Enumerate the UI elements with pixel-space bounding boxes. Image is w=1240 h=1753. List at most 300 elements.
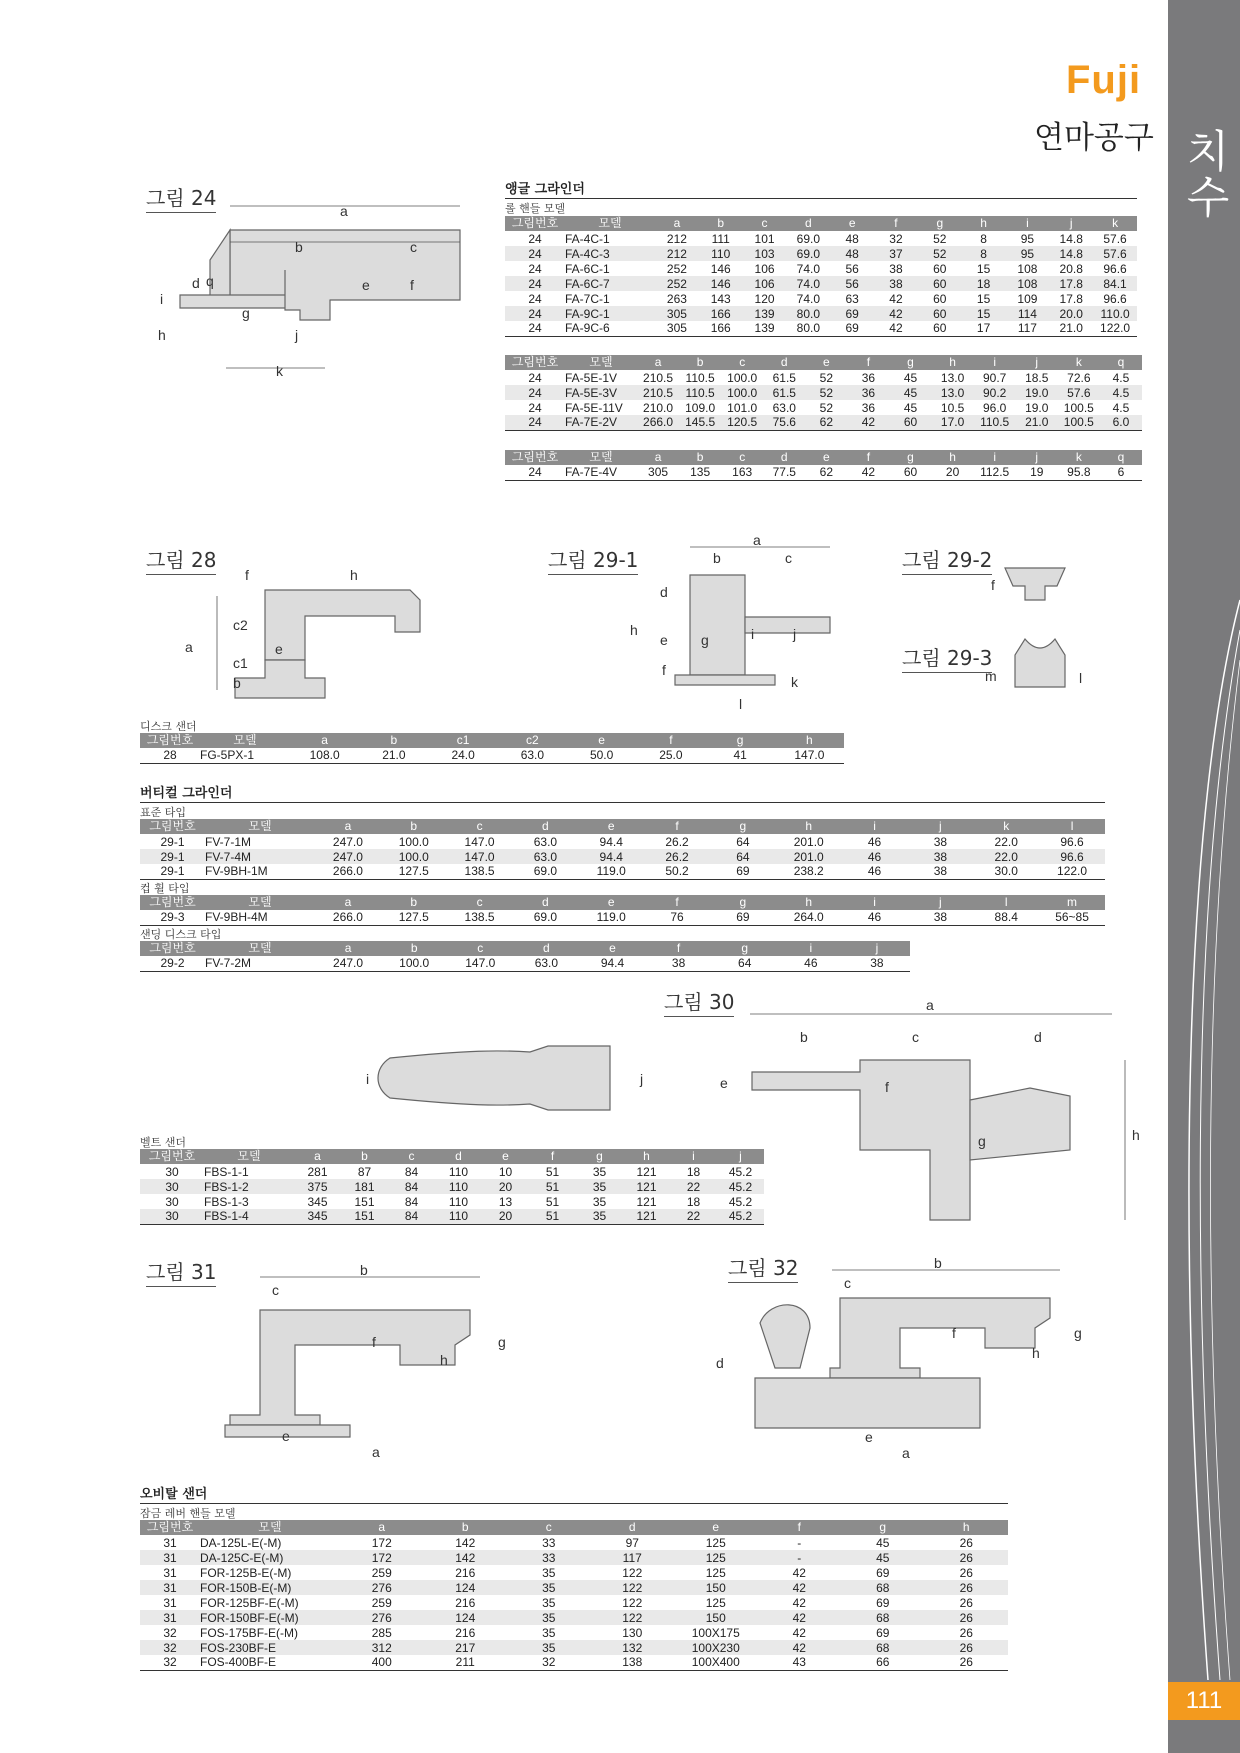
table-cell: 74.0: [796, 261, 821, 276]
column-header: g: [710, 895, 776, 910]
table-cell: 108.0: [290, 748, 359, 763]
column-header: d: [763, 450, 805, 465]
table-cell: 210.5: [637, 385, 679, 400]
table-cell: 52: [933, 231, 947, 246]
svg-text:b: b: [360, 1262, 368, 1278]
table-cell: 20.8: [1059, 261, 1083, 276]
table-cell: 252: [655, 276, 699, 291]
table-cell: 31: [140, 1550, 200, 1565]
svg-text:g: g: [242, 305, 250, 321]
table-cell: 63.0: [513, 956, 579, 971]
svg-text:c: c: [844, 1275, 851, 1291]
table-cell: 201.0: [793, 834, 824, 849]
table-cell: 35: [592, 1194, 607, 1209]
column-header: 모델: [204, 1149, 294, 1164]
column-header: j: [1016, 355, 1058, 370]
table-cell: 30: [140, 1209, 204, 1224]
table-cell: 42: [758, 1580, 842, 1595]
table-cell: 61.5: [772, 370, 796, 385]
table-cell: 143: [710, 291, 731, 306]
column-header: h: [776, 895, 842, 910]
table-cell: FV-7-4M: [205, 849, 315, 864]
svg-text:e: e: [275, 641, 283, 657]
table-cell: 45: [889, 385, 931, 400]
vertical-sand-sub: 샌딩 디스크 타입: [140, 928, 222, 941]
table-cell: 69: [876, 1565, 890, 1580]
table-cell: 96.6: [1103, 291, 1127, 306]
table-cell: FV-7-1M: [205, 834, 252, 849]
table-cell: 35: [542, 1625, 556, 1640]
table-cell: 122: [591, 1580, 675, 1595]
svg-text:c: c: [272, 1282, 279, 1298]
column-header: k: [1058, 355, 1100, 370]
table-cell: 45: [903, 400, 918, 415]
table-cell: 110: [435, 1209, 482, 1224]
svg-text:a: a: [185, 639, 193, 655]
table-cell: 24: [528, 370, 542, 385]
column-header: j: [717, 1149, 764, 1164]
vertical-cup-sub: 컵 휠 타입: [140, 882, 190, 895]
table-cell: 36: [847, 385, 889, 400]
table-cell: 29-3: [140, 910, 205, 925]
figure-24-label: 그림 24: [146, 186, 216, 213]
svg-text:a: a: [926, 997, 934, 1013]
table-row: [140, 1610, 1008, 1625]
table-cell: 96.6: [1103, 261, 1127, 276]
table-cell: 100X400: [674, 1655, 758, 1670]
table-cell: 62: [805, 415, 847, 430]
table-cell: 247.0: [315, 956, 381, 971]
figure-31-label: 그림 31: [146, 1260, 216, 1287]
svg-text:l: l: [1079, 670, 1083, 686]
column-header: a: [637, 450, 679, 465]
table-cell: 172: [340, 1550, 424, 1565]
angle-table-1: [505, 216, 1137, 337]
table-cell: FA-6C-1: [565, 261, 610, 276]
table-cell: 150: [674, 1580, 758, 1595]
table-cell: 96.6: [1060, 834, 1084, 849]
column-header: d: [763, 355, 805, 370]
svg-text:j: j: [295, 327, 299, 343]
column-header: d: [435, 1149, 482, 1164]
table-cell: 51: [529, 1179, 576, 1194]
table-cell: 139: [743, 321, 787, 336]
column-header: g: [889, 450, 931, 465]
column-header: i: [974, 355, 1016, 370]
table-cell: 63.0: [772, 400, 796, 415]
svg-text:e: e: [720, 1075, 728, 1091]
orbital-rule: [140, 1503, 1008, 1504]
column-header: f: [758, 1520, 842, 1535]
table-cell: 22: [670, 1179, 717, 1194]
table-cell: 6.0: [1100, 415, 1142, 430]
table-cell: 18.5: [1025, 370, 1049, 385]
table-cell: 24: [528, 400, 542, 415]
column-header: 모델: [200, 1520, 340, 1535]
table-cell: 13: [498, 1194, 513, 1209]
svg-text:h: h: [350, 567, 358, 583]
column-header: c: [721, 355, 763, 370]
table-cell: 4.5: [1112, 370, 1130, 385]
table-cell: 95: [1006, 246, 1050, 261]
table-cell: 110.5: [685, 370, 715, 385]
table-cell: 26.2: [644, 849, 710, 864]
svg-text:k: k: [276, 363, 283, 379]
column-header: a: [340, 1520, 424, 1535]
svg-text:j: j: [793, 626, 797, 642]
vertical-section-title: 버티컬 그라인더: [140, 786, 233, 801]
page-number: 111: [1168, 1682, 1240, 1720]
table-cell: 64: [710, 849, 776, 864]
svg-text:a: a: [902, 1445, 910, 1461]
svg-text:d: d: [1034, 1029, 1042, 1045]
table-cell: 84: [404, 1164, 419, 1179]
table-cell: 127.5: [381, 864, 447, 879]
table-cell: 125: [705, 1565, 726, 1580]
table-cell: 201.0: [776, 849, 842, 864]
table-cell: FA-7C-1: [565, 291, 610, 306]
table-cell: 24.0: [429, 748, 498, 763]
table-cell: 24: [505, 306, 565, 321]
table-cell: 80.0: [786, 321, 830, 336]
table-cell: 15: [962, 306, 1006, 321]
table-cell: 48: [845, 231, 859, 246]
table-cell: 111: [711, 231, 730, 246]
table-cell: 276: [340, 1610, 424, 1625]
table-cell: 181: [341, 1179, 388, 1194]
table-cell: 64: [712, 956, 778, 971]
table-cell: 172: [371, 1535, 392, 1550]
angle-sub: 롤 핸들 모델: [505, 202, 566, 215]
table-cell: 52: [805, 385, 847, 400]
column-header: 모델: [200, 733, 290, 748]
column-header: e: [805, 450, 847, 465]
column-header: h: [962, 216, 1006, 231]
table-cell: 95.8: [1058, 465, 1100, 480]
column-header: 그림번호: [505, 216, 565, 231]
table-cell: 96.6: [1039, 849, 1105, 864]
table-cell: 210.0: [643, 400, 674, 415]
table-cell: 305: [637, 465, 679, 480]
table-cell: 42: [792, 1625, 806, 1640]
table-cell: 266.0: [637, 415, 679, 430]
disc-table: [140, 733, 844, 764]
table-cell: 45.2: [717, 1179, 764, 1194]
table-cell: 110.0: [1093, 306, 1137, 321]
column-header: e: [578, 819, 644, 834]
svg-text:e: e: [362, 277, 370, 293]
table-cell: 20: [482, 1209, 529, 1224]
figure-29-2-drawing: [985, 550, 1085, 610]
table-cell: 103: [743, 246, 787, 261]
table-row: [140, 864, 1105, 879]
table-cell: DA-125L-E(-M): [200, 1535, 282, 1550]
table-cell: 122: [591, 1610, 675, 1625]
table-cell: 69: [710, 910, 776, 925]
figure-31-drawing: [200, 1262, 520, 1465]
table-cell: 26: [959, 1595, 973, 1610]
table-row: [505, 321, 1137, 336]
table-cell: 45.2: [728, 1164, 753, 1179]
table-cell: 46: [842, 864, 908, 879]
table-cell: 264.0: [776, 910, 842, 925]
column-header: f: [874, 216, 918, 231]
column-header: b: [424, 1520, 508, 1535]
figure-28-label: 그림 28: [146, 548, 216, 575]
table-row: [505, 370, 1142, 385]
table-row: [505, 465, 1142, 480]
table-cell: 20: [932, 465, 974, 480]
vertical-cup-table: [140, 895, 1105, 926]
table-cell: 122.0: [1093, 321, 1137, 336]
table-cell: 90.7: [982, 370, 1007, 385]
table-cell: 29-1: [140, 849, 205, 864]
table-row: [505, 246, 1137, 261]
table-cell: 42: [874, 306, 918, 321]
svg-text:b: b: [800, 1029, 808, 1045]
table-cell: 43: [758, 1655, 842, 1670]
table-cell: 121: [623, 1209, 670, 1224]
svg-text:h: h: [1032, 1345, 1040, 1361]
table-cell: 120: [754, 291, 775, 306]
table-row: [140, 1655, 1008, 1670]
table-cell: 96.0: [982, 400, 1007, 415]
table-cell: 110: [435, 1179, 482, 1194]
table-cell: 60: [933, 261, 947, 276]
svg-text:f: f: [245, 567, 249, 583]
column-header: f: [644, 819, 710, 834]
table-cell: FBS-1-1: [204, 1164, 249, 1179]
table-row: [140, 910, 1105, 925]
table-cell: 45: [876, 1535, 890, 1550]
svg-text:e: e: [282, 1428, 290, 1444]
column-header: 그림번호: [140, 895, 205, 910]
column-header: g: [918, 216, 962, 231]
table-cell: FA-6C-7: [565, 276, 655, 291]
table-cell: 45.2: [717, 1209, 764, 1224]
column-header: c: [507, 1520, 591, 1535]
table-cell: 68: [841, 1610, 925, 1625]
angle-table-3: [505, 450, 1142, 481]
table-cell: 20: [482, 1179, 529, 1194]
table-row: [505, 306, 1137, 321]
table-cell: 87: [357, 1164, 372, 1179]
table-cell: 24: [505, 321, 565, 336]
table-cell: 10.5: [940, 400, 965, 415]
table-cell: 285: [371, 1625, 392, 1640]
column-header: d: [512, 819, 578, 834]
table-cell: 35: [507, 1610, 591, 1625]
table-cell: 127.5: [381, 910, 447, 925]
table-row: [140, 1209, 764, 1224]
column-header: k: [1058, 450, 1100, 465]
column-header: e: [579, 941, 645, 956]
table-cell: 24: [505, 415, 565, 430]
table-cell: 100.5: [1063, 400, 1094, 415]
table-cell: 68: [841, 1580, 925, 1595]
column-header: b: [679, 450, 721, 465]
table-cell: 147.0: [464, 834, 495, 849]
column-header: 모델: [205, 941, 315, 956]
table-cell: 46: [867, 834, 882, 849]
column-header: g: [712, 941, 778, 956]
table-cell: 375: [294, 1179, 341, 1194]
svg-text:b: b: [233, 675, 241, 691]
table-cell: 15: [976, 261, 991, 276]
svg-text:f: f: [991, 577, 995, 593]
table-cell: 266.0: [315, 864, 381, 879]
table-row: [140, 956, 910, 971]
table-cell: 259: [371, 1595, 392, 1610]
orbital-section-title: 오비탈 샌더: [140, 1487, 208, 1502]
table-cell: FOR-150BF-E(-M): [200, 1610, 340, 1625]
svg-text:a: a: [372, 1444, 380, 1460]
table-cell: FA-5E-3V: [565, 385, 637, 400]
table-cell: 312: [340, 1640, 424, 1655]
table-cell: 35: [542, 1565, 556, 1580]
column-header: 그림번호: [140, 1149, 204, 1164]
column-header: b: [381, 895, 447, 910]
table-cell: 135: [679, 465, 721, 480]
column-header: f: [646, 941, 712, 956]
table-cell: FG-5PX-1: [200, 748, 290, 763]
table-cell: 32: [140, 1640, 200, 1655]
table-cell: 305: [655, 306, 699, 321]
table-cell: 38: [889, 261, 903, 276]
table-cell: 46: [778, 956, 844, 971]
table-cell: 36: [861, 400, 876, 415]
table-cell: 125: [674, 1550, 758, 1565]
vertical-sand-table: [140, 941, 910, 972]
table-cell: 75.6: [763, 415, 805, 430]
table-cell: 48: [830, 246, 874, 261]
table-cell: 33: [542, 1535, 556, 1550]
table-cell: 42: [792, 1565, 806, 1580]
table-cell: 50.2: [644, 864, 710, 879]
table-cell: 108: [1006, 276, 1050, 291]
table-cell: 24: [505, 246, 565, 261]
table-row: [140, 849, 1105, 864]
belt-sub: 벨트 샌더: [140, 1136, 187, 1149]
svg-text:e: e: [660, 632, 668, 648]
table-cell: FBS-1-2: [204, 1179, 294, 1194]
svg-text:b: b: [295, 239, 303, 255]
table-cell: 38: [907, 849, 973, 864]
table-cell: 63: [845, 291, 859, 306]
table-cell: 121: [636, 1164, 657, 1179]
column-header: c2: [498, 733, 567, 748]
table-cell: 38: [907, 910, 973, 925]
table-cell: FA-9C-6: [565, 321, 655, 336]
column-header: c: [388, 1149, 435, 1164]
table-cell: 31: [163, 1565, 177, 1580]
angle-section-title: 앵글 그라인더: [505, 182, 585, 197]
svg-text:c: c: [410, 239, 417, 255]
table-cell: 26: [925, 1640, 1009, 1655]
table-cell: 32: [163, 1625, 177, 1640]
table-row: [505, 261, 1137, 276]
table-cell: 60: [918, 306, 962, 321]
table-cell: 217: [424, 1640, 508, 1655]
table-cell: 94.4: [579, 956, 645, 971]
table-cell: 121: [636, 1194, 657, 1209]
table-cell: 109: [1017, 291, 1038, 306]
table-cell: 100.5: [1058, 415, 1100, 430]
column-header: c1: [429, 733, 498, 748]
table-cell: 17.8: [1049, 276, 1093, 291]
column-header: a: [655, 216, 699, 231]
table-cell: 32: [507, 1655, 591, 1670]
column-header: l: [1039, 819, 1105, 834]
table-cell: 45: [841, 1550, 925, 1565]
table-cell: 29-1: [140, 864, 205, 879]
column-header: a: [290, 733, 359, 748]
table-cell: 63.0: [533, 834, 558, 849]
svg-text:f: f: [662, 662, 666, 678]
column-header: i: [1006, 216, 1050, 231]
table-cell: 100.0: [398, 834, 429, 849]
table-cell: 69.0: [786, 246, 830, 261]
column-header: f: [847, 355, 889, 370]
column-header: 그림번호: [505, 450, 565, 465]
table-cell: 24: [505, 385, 565, 400]
column-header: g: [576, 1149, 623, 1164]
column-header: j: [907, 819, 973, 834]
table-cell: 238.2: [776, 864, 842, 879]
table-row: [140, 1194, 764, 1209]
svg-text:h: h: [630, 622, 638, 638]
table-cell: 17.8: [1059, 291, 1083, 306]
column-header: 그림번호: [505, 355, 565, 370]
column-header: h: [775, 733, 844, 748]
table-cell: 32: [140, 1655, 200, 1670]
column-header: 모델: [565, 450, 637, 465]
svg-text:m: m: [985, 668, 997, 684]
table-cell: 216: [455, 1625, 476, 1640]
table-cell: 94.4: [599, 834, 623, 849]
vertical-std-table: [140, 819, 1105, 880]
table-cell: 345: [307, 1194, 328, 1209]
table-cell: 166: [699, 306, 743, 321]
table-cell: 21.0: [359, 748, 428, 763]
table-cell: 122: [622, 1565, 643, 1580]
table-cell: 100X230: [674, 1640, 758, 1655]
table-cell: 69: [830, 306, 874, 321]
table-cell: 74.0: [786, 276, 830, 291]
table-cell: 13.0: [940, 370, 965, 385]
svg-text:c2: c2: [233, 617, 248, 633]
table-cell: 24: [528, 231, 542, 246]
table-row: [140, 1565, 1008, 1580]
angle-table-2: [505, 355, 1142, 431]
table-cell: 51: [545, 1194, 560, 1209]
table-cell: 42: [889, 291, 903, 306]
table-cell: 84.1: [1093, 276, 1137, 291]
table-cell: 66: [841, 1655, 925, 1670]
table-cell: 56: [845, 261, 859, 276]
table-cell: 130: [622, 1625, 643, 1640]
figure-32-drawing: [716, 1255, 1082, 1468]
table-row: [140, 1580, 1008, 1595]
column-header: d: [591, 1520, 675, 1535]
figure-30-label: 그림 30: [664, 990, 734, 1017]
table-cell: 17: [962, 321, 1006, 336]
table-cell: 60: [889, 465, 931, 480]
table-cell: 147.0: [775, 748, 844, 763]
table-cell: 30.0: [973, 864, 1039, 879]
table-cell: FA-5E-11V: [565, 400, 623, 415]
svg-text:i: i: [366, 1071, 370, 1087]
